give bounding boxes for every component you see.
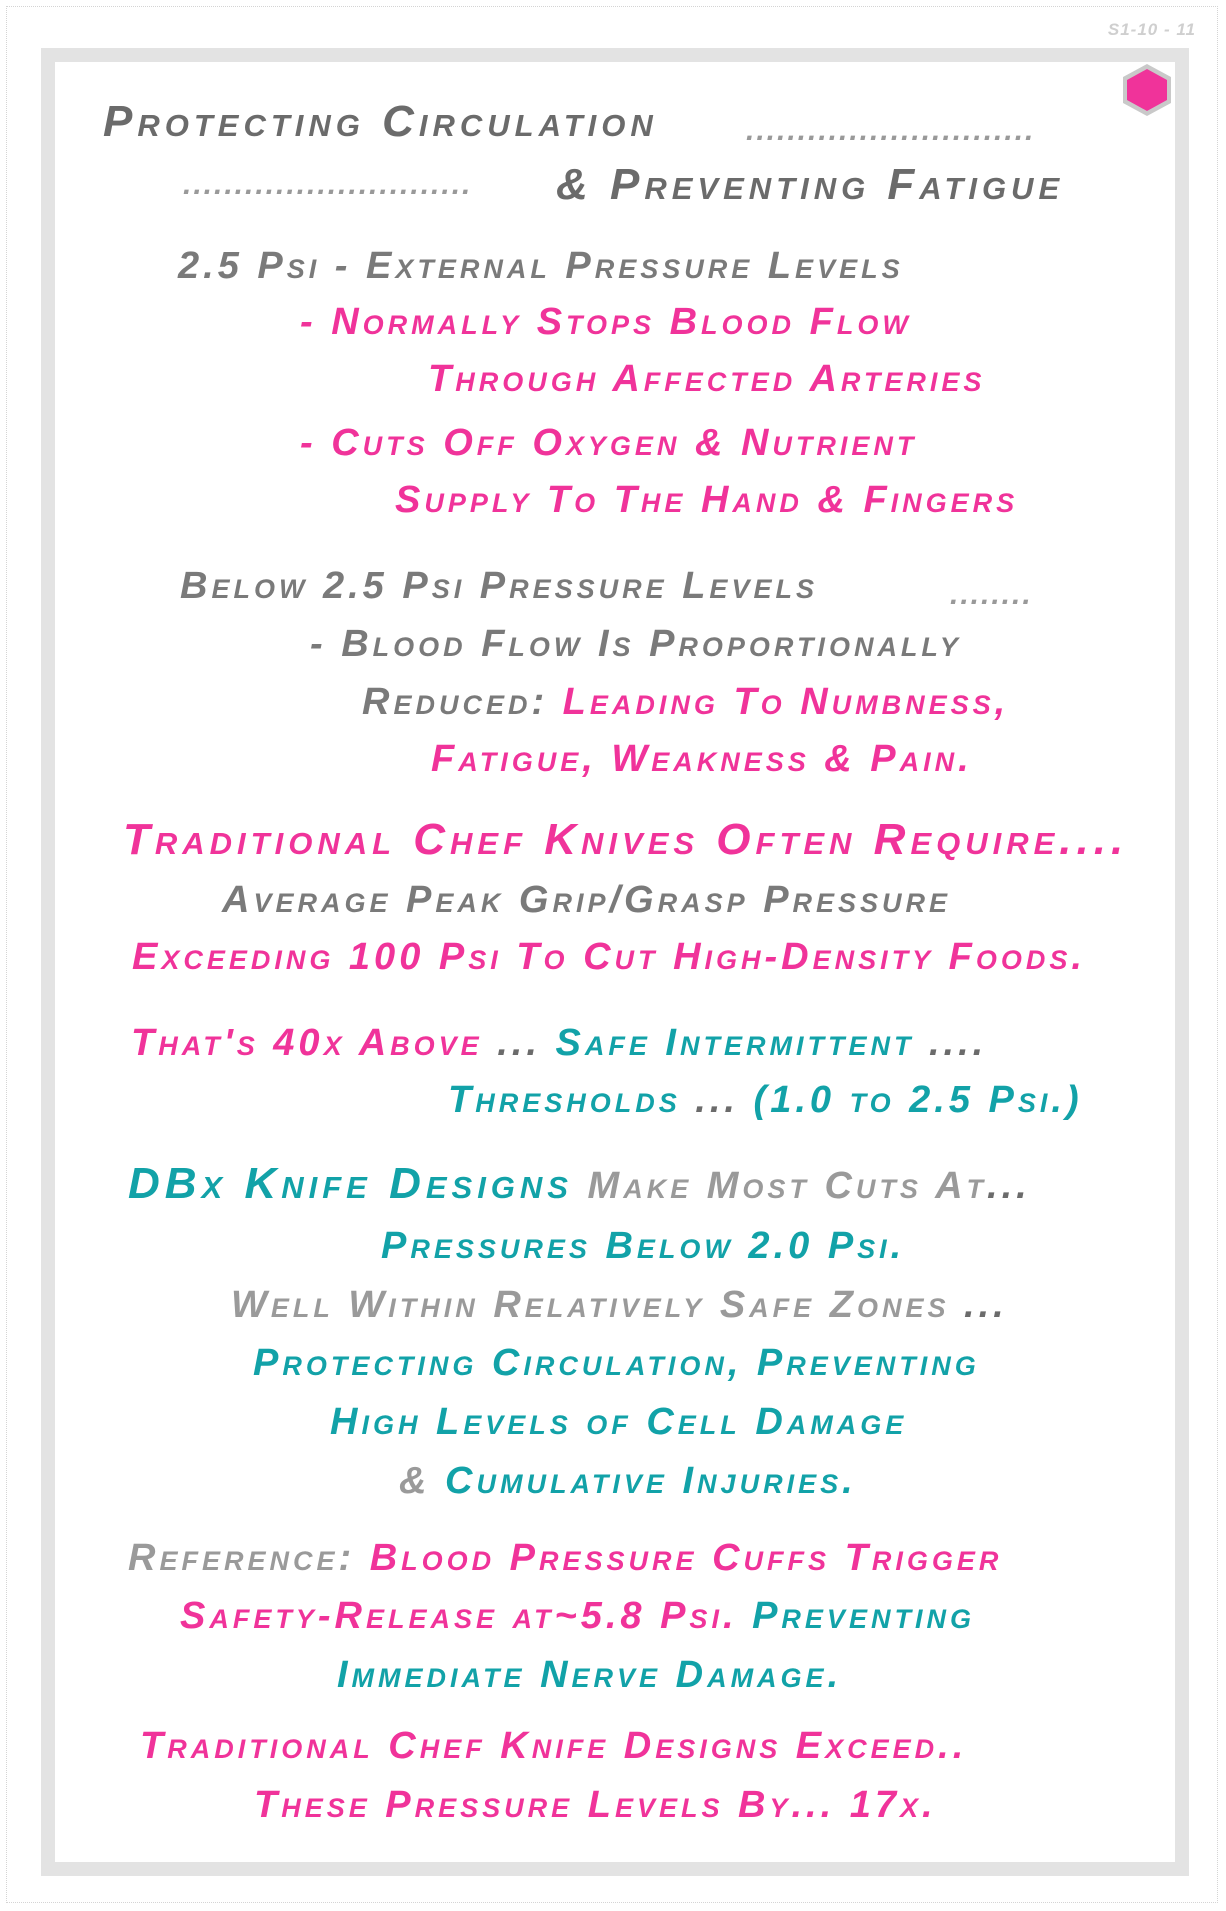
section1-heading: 2.5 Psi - External Pressure Levels: [178, 245, 904, 287]
section1-bullet2-a: - Cuts Off Oxygen & Nutrient: [300, 422, 918, 464]
pink-hexagon-icon: [1120, 62, 1174, 118]
section3-line3: Exceeding 100 Psi To Cut High-Density Foods.: [132, 936, 1086, 978]
section4-line2: Thresholds ... (1.0 to 2.5 Psi.): [448, 1079, 1083, 1121]
section7-line2: These Pressure Levels By... 17x.: [254, 1784, 937, 1826]
title-line-1: Protecting Circulation: [103, 97, 658, 146]
section7-line1: Traditional Chef Knife Designs Exceed..: [140, 1725, 968, 1767]
section1-bullet1-a: - Normally Stops Blood Flow: [300, 301, 912, 343]
section2-line3: Fatigue, Weakness & Pain.: [431, 738, 973, 780]
section1-bullet2-b: Supply To The Hand & Fingers: [395, 479, 1019, 521]
section5-line4: Protecting Circulation, Preventing: [253, 1342, 980, 1384]
section2-dots: ........: [950, 578, 1033, 611]
section5-line2: Pressures Below 2.0 Psi.: [381, 1225, 906, 1267]
section6-line3: Immediate Nerve Damage.: [337, 1654, 843, 1696]
section1-bullet1-b: Through Affected Arteries: [428, 358, 986, 400]
section3-line2: Average Peak Grip/Grasp Pressure: [222, 879, 952, 921]
title-line-2: & Preventing Fatigue: [556, 160, 1065, 209]
section2-heading: Below 2.5 Psi Pressure Levels: [180, 565, 818, 607]
section5-line3: Well Within Relatively Safe Zones ...: [231, 1284, 1008, 1326]
section6-line1: Reference: Blood Pressure Cuffs Trigger: [128, 1537, 1003, 1579]
title-dots-1: ............................: [746, 114, 1036, 147]
section5-line6: & Cumulative Injuries.: [399, 1460, 857, 1502]
page-code: S1-10 - 11: [1107, 20, 1196, 39]
section4-line1: That's 40x Above ... Safe Intermittent ....: [131, 1022, 988, 1064]
section3-line1: Traditional Chef Knives Often Require....: [123, 815, 1129, 864]
section5-line5: High Levels of Cell Damage: [330, 1401, 908, 1443]
section6-line2: Safety-Release at~5.8 Psi. Preventing: [180, 1595, 975, 1637]
section2-line2: Reduced: Leading To Numbness,: [362, 681, 1010, 723]
section5-line1: DBx Knife Designs Make Most Cuts At...: [128, 1159, 1031, 1208]
section2-line1: - Blood Flow Is Proportionally: [310, 623, 962, 665]
title-dots-2: ............................: [183, 168, 473, 201]
